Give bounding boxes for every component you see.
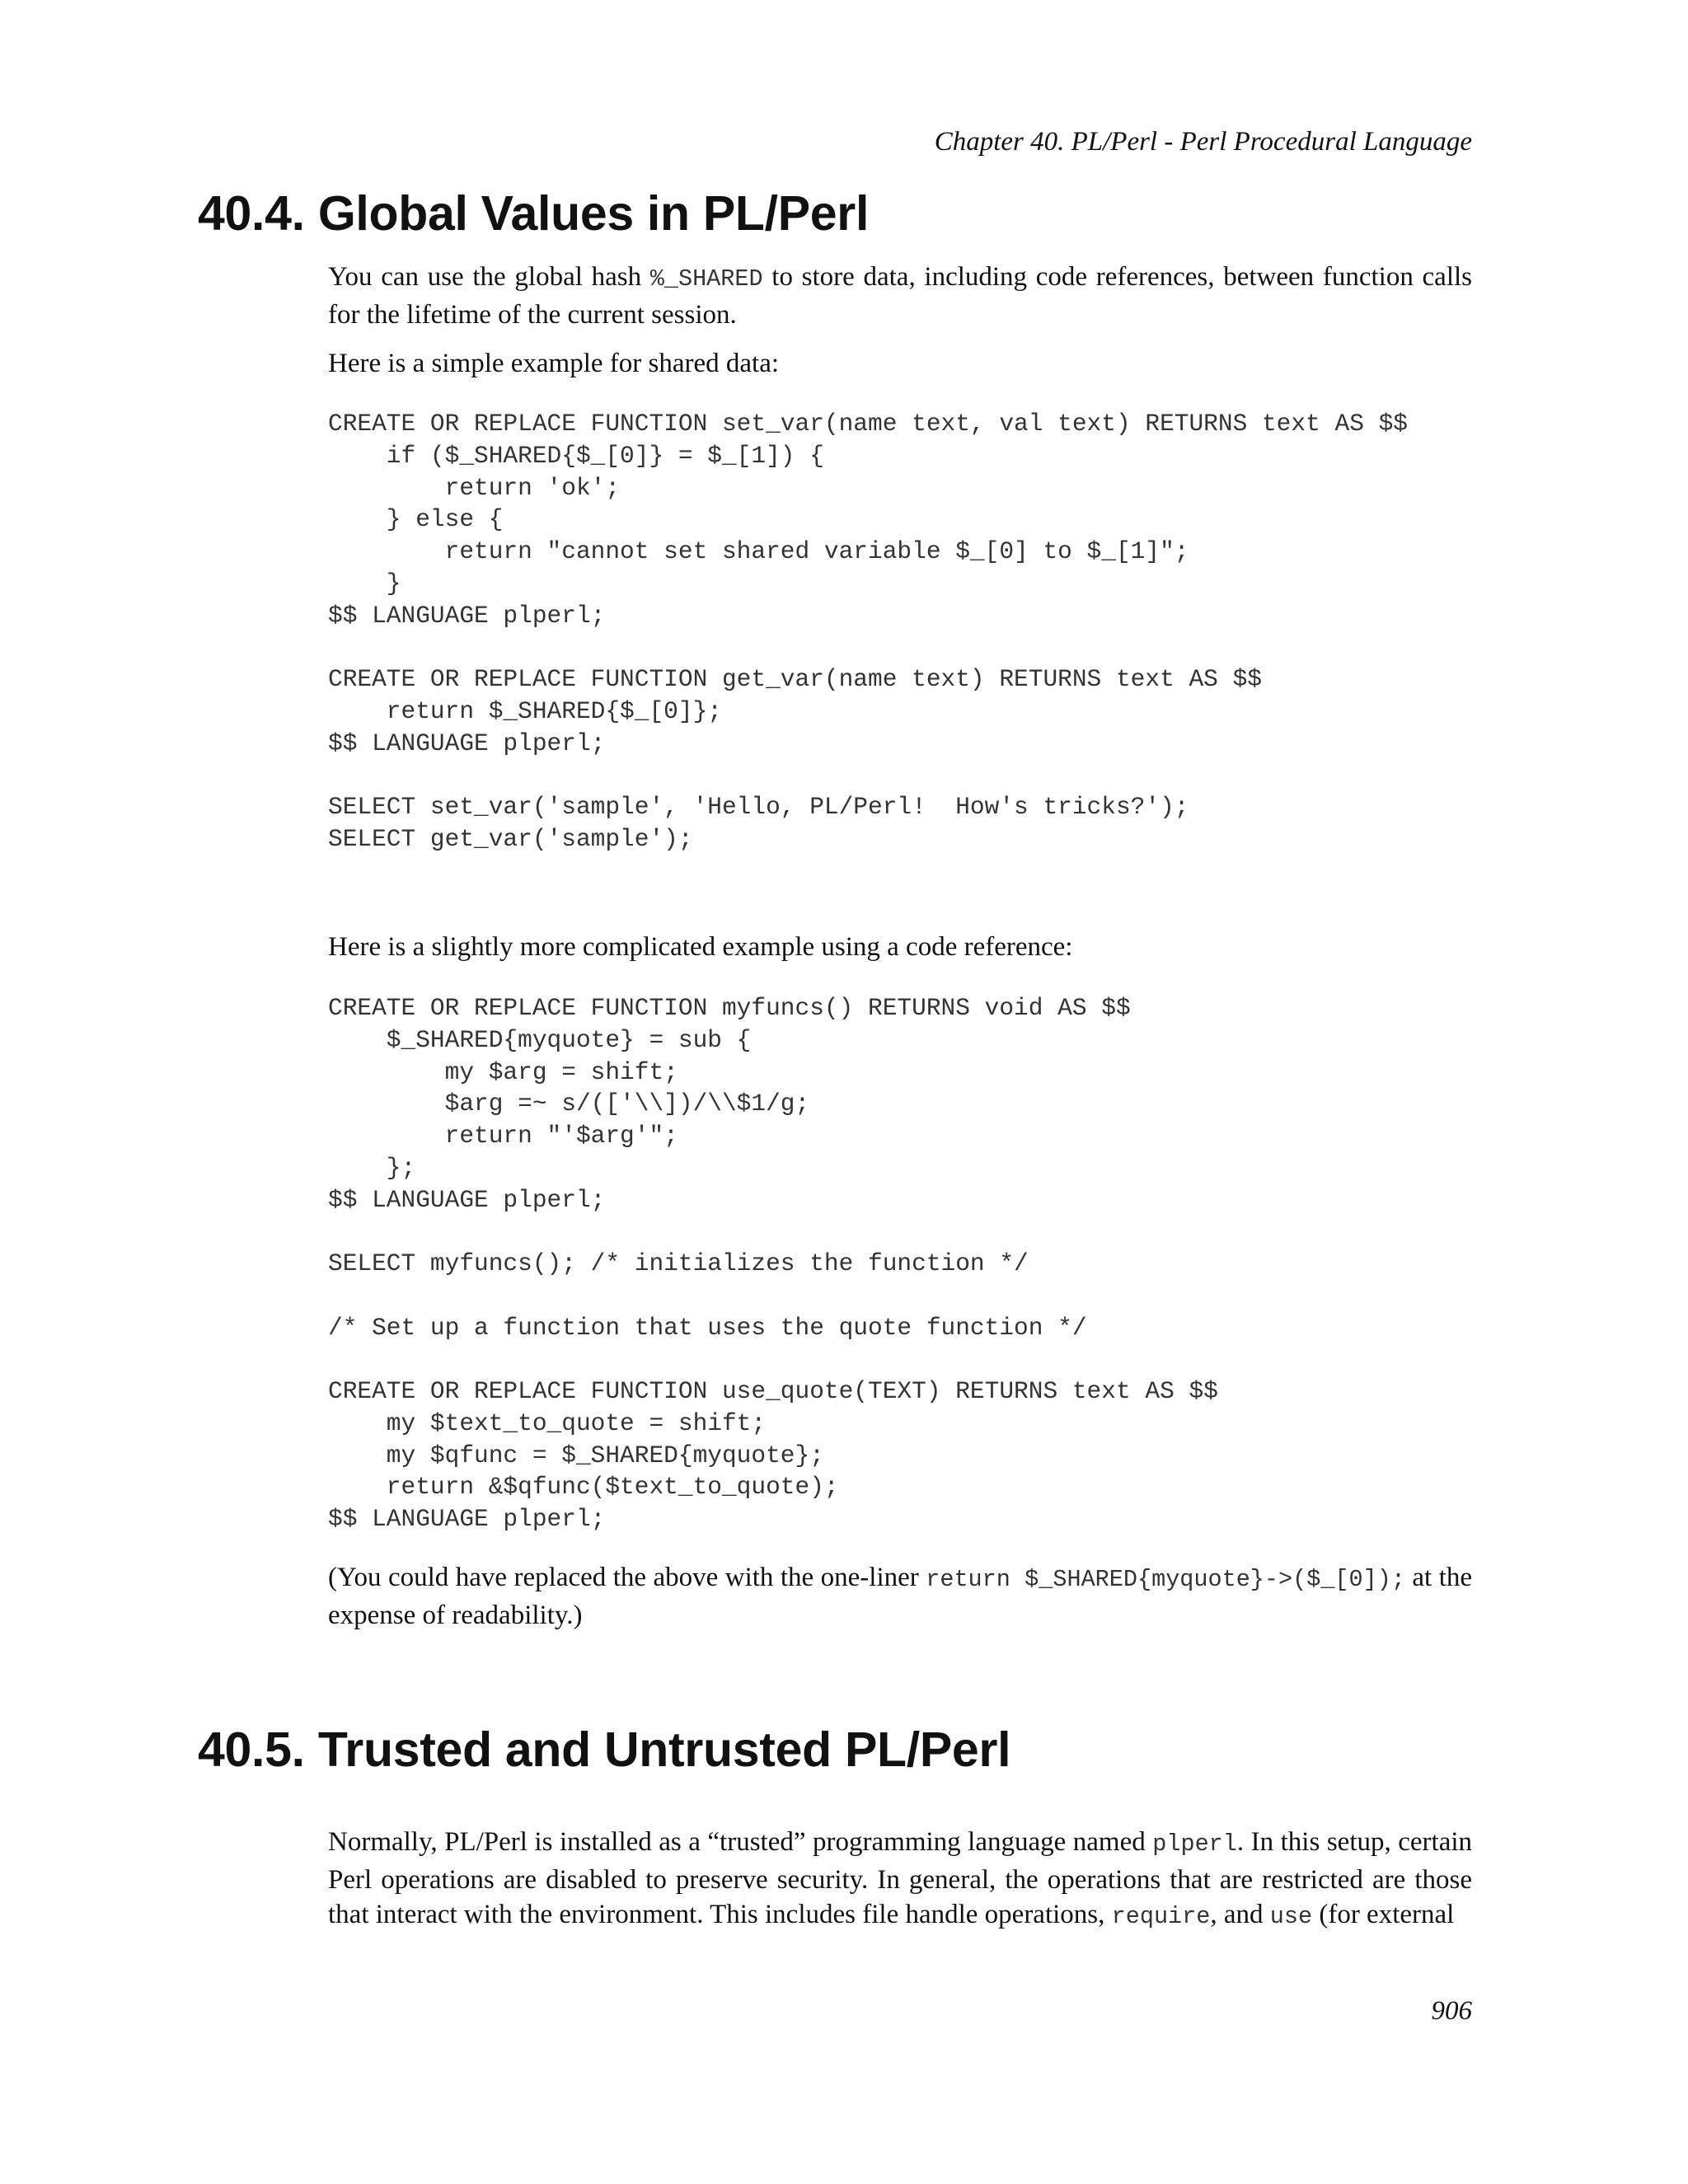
trusted-text-4: (for external [1312, 1900, 1455, 1929]
simple-example-intro: Here is a simple example for shared data: [328, 349, 780, 378]
code-block-shared-data: CREATE OR REPLACE FUNCTION set_var(name text, val text) RETURNS text AS $$ if ($_SHARED{$_[0]} = $_[1]) { return 'ok'; } else { return "cannot set shared variable $_[0] to $_[1]"; } $$ LANGUAGE plperl; CREATE OR REPLACE FUNCTION get_var(name text) RETURNS text AS $$ return $_SHARED{$_[0]}; $$ LANGUAGE plperl; SELECT set_var('sample', 'Hello, PL/Perl! How's tricks?'); SELECT get_var('sample'); [328, 410, 1409, 853]
oneliner-text-after: at the expense of readability.) [328, 1563, 1473, 1630]
trusted-text-2: . In this setup, certain Perl operations are disabled to preserve security. In general, the operations that are restricted are those that interact with the environment. This includes file handle operations, [328, 1827, 1473, 1929]
oneliner-paragraph [328, 1560, 1472, 1633]
inline-code-plperl: plperl [1152, 1830, 1237, 1858]
trusted-text-1: Normally, PL/Perl is installed as a “trusted” programming language named [328, 1827, 1153, 1857]
inline-code-oneliner: return $_SHARED{myquote}->($_[0]); [926, 1566, 1405, 1593]
intro-text-before: You can use the global hash [328, 262, 650, 292]
complicated-example-intro: Here is a slightly more complicated example using a code reference: [328, 932, 1073, 962]
running-header: Chapter 40. PL/Perl - Perl Procedural Language [934, 127, 1472, 157]
inline-code-use: use [1269, 1903, 1313, 1930]
trusted-text-3: , and [1210, 1900, 1270, 1929]
page-number: 906 [1431, 1996, 1472, 2026]
intro-paragraph [328, 260, 1472, 332]
section-title-global-values: 40.4. Global Values in PL/Perl [198, 186, 870, 241]
oneliner-text-before: (You could have replaced the above with the one-liner [328, 1563, 926, 1592]
inline-code-shared-hash: %_SHARED [649, 265, 763, 293]
section-title-trusted-untrusted: 40.5. Trusted and Untrusted PL/Perl [198, 1722, 1011, 1777]
inline-code-require: require [1111, 1903, 1211, 1930]
trusted-paragraph [328, 1825, 1472, 1935]
code-block-code-reference: CREATE OR REPLACE FUNCTION myfuncs() RETURNS void AS $$ $_SHARED{myquote} = sub { my $arg = shift; $arg =~ s/(['\\])/\\$1/g; return "'$arg'"; }; $$ LANGUAGE plperl; SELECT myfuncs(); /* initializes the function */ /* Set up a function that uses the quote function */ CREATE OR REPLACE FUNCTION use_quote(TEXT) RETURNS text AS $$ my $text_to_quote = shift; my $qfunc = $_SHARED{myquote}; return &$qfunc($text_to_quote); $$ LANGUAGE plperl; [328, 994, 1218, 1533]
intro-text-after: to store data, including code references, between function calls for the lifetime of the current session. [328, 262, 1472, 330]
